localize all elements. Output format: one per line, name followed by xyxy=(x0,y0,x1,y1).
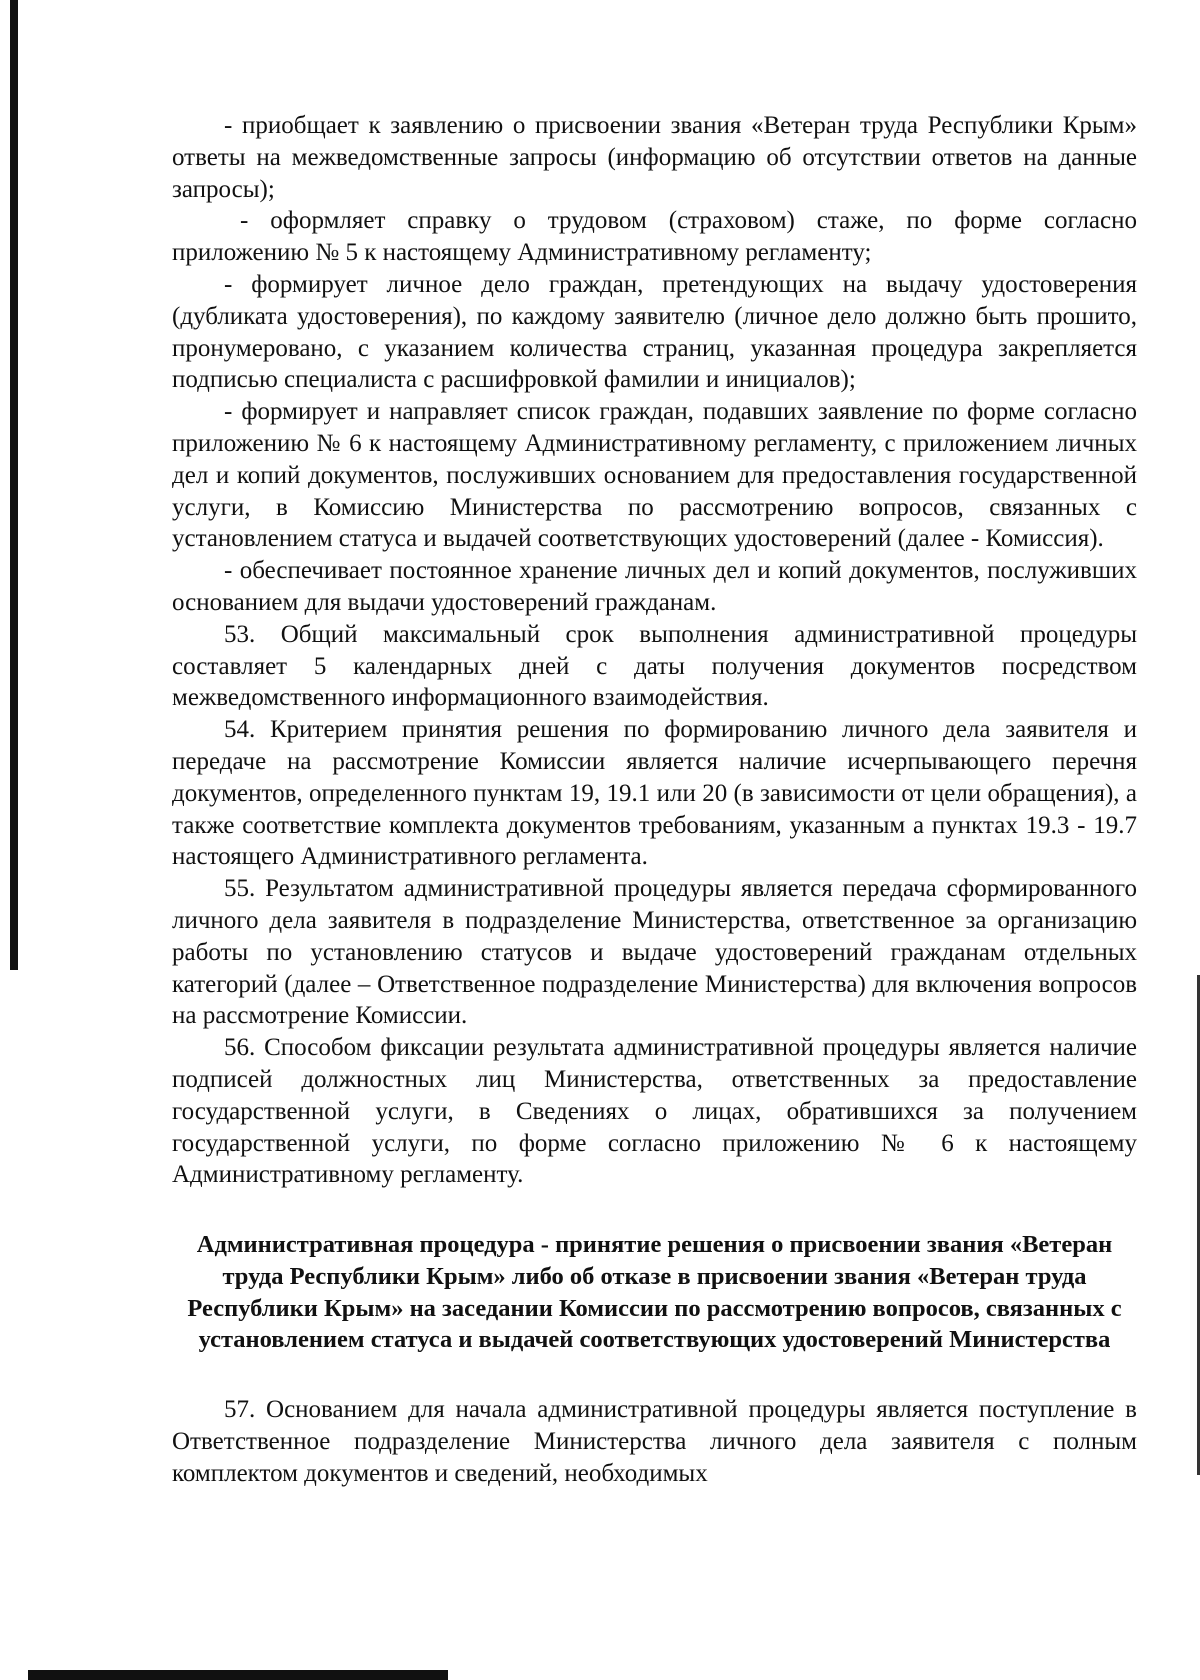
paragraph-issue-certificate: - оформляет справку о трудовом (страховом) стаже, по форме согласно приложению № 5 к настоящему Административному регламенту; xyxy=(172,207,1137,267)
paragraph-storage: - обеспечивает постоянное хранение личных дел и копий документов, послуживших основанием для выдачи удостоверений гражданам. xyxy=(172,557,1137,616)
paragraph-57: 57. Основанием для начала административной процедуры является поступление в Ответственное подразделение Министерства личного дела заявителя с полным комплектом документов и сведений, необходимых xyxy=(172,1396,1137,1487)
paragraph-53: 53. Общий максимальный срок выполнения административной процедуры составляет 5 календарных дней с даты получения документов посредством межведомственного информационного взаимодействия. xyxy=(172,620,1137,712)
scan-edge-left xyxy=(10,0,18,970)
document-page xyxy=(172,110,1137,1490)
paragraph-attach-responses: - приобщает к заявлению о присвоении звания «Ветеран труда Республики Крым» ответы на межведомственные запросы (информацию об отсутствии ответов на данные запросы); xyxy=(172,112,1137,203)
scan-edge-bottom xyxy=(28,1670,448,1680)
paragraph-send-list: - формирует и направляет список граждан, подавших заявление по форме согласно приложению № 6 к настоящему Административному регламенту, с приложением личных дел и копий документов, послуживших основанием для предоставления государственной услуги, в Комиссию Министерства по рассмотрению вопросов, связанных с установлением статуса и выдачей соответствующих удостоверений (далее - Комиссия). xyxy=(172,398,1137,553)
paragraph-54: 54. Критерием принятия решения по формированию личного дела заявителя и передаче на рассмотрение Комиссии является наличие исчерпывающего перечня документов, определенного пунктам 19, 19.1 или 20 (в зависимости от цели обращения), а также соответствие комплекта документов требованиям, указанным а пунктах 19.3 - 19.7 настоящего Административного регламента. xyxy=(172,716,1137,871)
paragraph-form-personal-file: - формирует личное дело граждан, претендующих на выдачу удостоверения (дубликата удостоверения), по каждому заявителю (личное дело должно быть прошито, пронумеровано, с указанием количества страниц, указанная процедура закрепляется подписью специалиста с расшифровкой фамилии и инициалов); xyxy=(172,270,1137,394)
paragraph-55: 55. Результатом административной процедуры является передача сформированного личного дела заявителя в подразделение Министерства, ответственное за организацию работы по установлению статусов и выдаче удостоверений гражданам отдельных категорий (далее – Ответственное подразделение Министерства) для включения вопросов на рассмотрение Комиссии. xyxy=(172,875,1137,1030)
paragraph-56: 56. Способом фиксации результата административной процедуры является наличие подписей должностных лиц Министерства, ответственных за предоставление государственной услуги, в Сведениях о лицах, обратившихся за получением государственной услуги, по форме согласно приложению № 6 к настоящему Административному регламенту. xyxy=(172,1034,1137,1189)
section-heading: Административная процедура - принятие решения о присвоении звания «Ветеран труда Республики Крым» либо об отказе в присвоении звания «Ветеран труда Республики Крым» на заседании Комиссии по рассмотрению вопросов, связанных с установлением статуса и выдачей соответствующих удостоверений Министерства xyxy=(187,1231,1122,1354)
